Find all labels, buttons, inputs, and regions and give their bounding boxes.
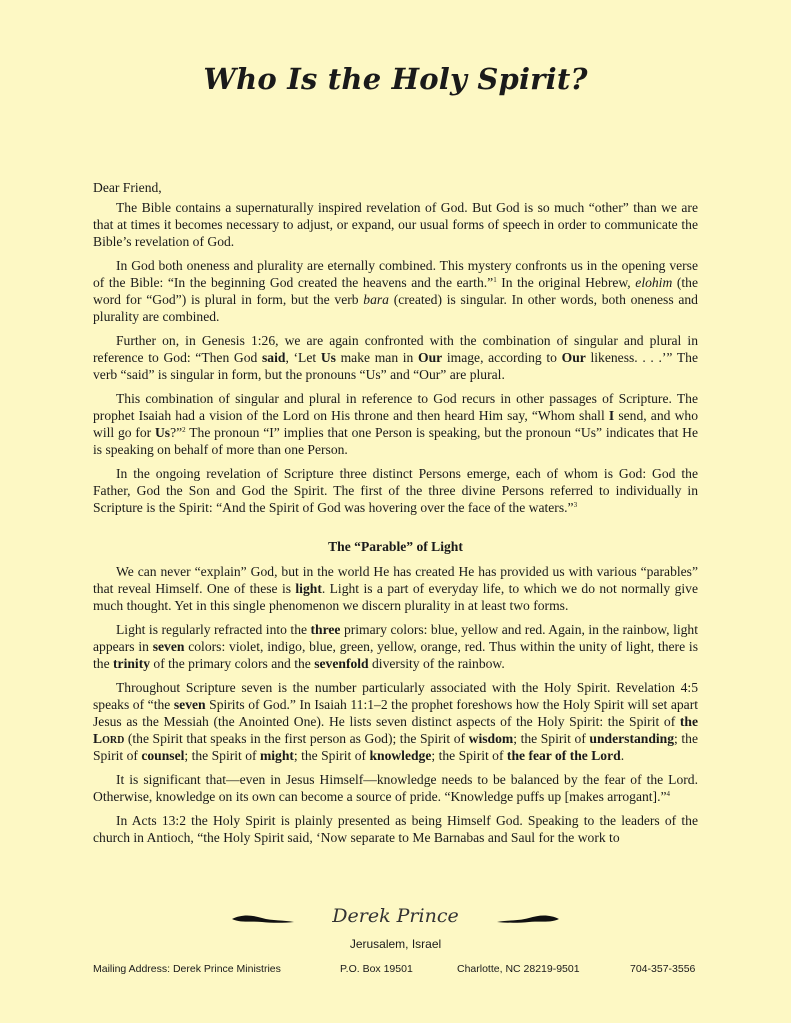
paragraph-4: This combination of singular and plural in reference to God recurs in other passages of Scripture. The prophet Isaiah had a vision of the Lord on His throne and then heard Him say, “Whom shall I send, and who will go for Us?”$^2$ The pronoun “I” implies that one Person is speaking, but the pronoun “Us” indicates that He is speaking on behalf of more than one Person. <box>93 391 698 457</box>
footnote-3: 3 <box>573 501 578 509</box>
paragraph-1: The Bible contains a supernaturally inspired revelation of God. But God is so much “other” than we are that at times it becomes necessary to adjust, or expand, our usual forms of speech in order to communicate the Bible’s revelation of God. <box>93 200 698 249</box>
phone-number: 704-357-3556 <box>630 963 696 975</box>
letter-body <box>93 179 698 853</box>
page-title: Who Is the Holy Spirit? <box>203 62 588 96</box>
location: Jerusalem, Israel <box>349 937 442 951</box>
paragraph-9: It is significant that—even in Jesus Himself—knowledge needs to be balanced by the fear of the Lord. Otherwise, knowledge on its own can become a source of pride. “Knowledge puffs up [makes arrogant].”$^4$ <box>93 772 698 804</box>
paragraph-6: We can never “explain” God, but in the world He has created He has provided us with various “parables” that reveal Himself. One of these is light. Light is a part of everyday life, to which we do not normally give much thought. Yet in this single phenomenon we discern plurality in at least two forms. <box>93 564 698 613</box>
mailing-address: Mailing Address: Derek Prince Ministries <box>93 963 281 975</box>
section-heading: The “Parable” of Light <box>328 539 463 554</box>
footnote-2: 2 <box>182 426 186 434</box>
paragraph-3: Further on, in Genesis 1:26, we are again confronted with the combination of singular and plural in reference to God: “Then God said, ‘Let Us make man in Our image, according to Our likeness. . . .’” The verb “said” is singular in form, but the pronouns “Us” and “Our” are plural. <box>93 333 698 382</box>
po-box: P.O. Box 19501 <box>340 963 413 975</box>
paragraph-10: In Acts 13:2 the Holy Spirit is plainly presented as being Himself God. Speaking to the leaders of the church in Antioch, “the Holy Spirit said, ‘Now separate to Me Barnabas and Saul for the work to <box>93 813 698 845</box>
paragraph-7: Light is regularly refracted into the three primary colors: blue, yellow and red. Again, in the rainbow, light appears in seven colors: violet, indigo, blue, green, yellow, orange, red. Thus within the unity of light, there is the trinity of the primary colors and the sevenfold diversity of the rainbow. <box>93 622 698 671</box>
city-zip: Charlotte, NC 28219-9501 <box>457 963 580 975</box>
footnote-4: 4 <box>666 790 671 798</box>
paragraph-2: In God both oneness and plurality are eternally combined. This mystery confronts us in the opening verse of the Bible: “In the beginning God created the heavens and the earth.”$^1$ In the original Hebrew, elohim (the word for “God”) is plural in form, but the verb bara (created) is singular. In other words, both oneness and plurality are combined. <box>93 258 698 324</box>
greeting: Dear Friend, <box>93 180 162 195</box>
signature: Derek Prince <box>332 905 459 927</box>
signature-block <box>0 905 791 951</box>
footnote-1: 1 <box>493 276 497 284</box>
paragraph-5: In the ongoing revelation of Scripture three distinct Persons emerge, each of whom is God: God the Father, God the Son and God the Spirit. The first of the three divine Persons referred to individually in Scripture is the Spirit: “And the Spirit of God was hovering over the face of the waters.”$^3$ <box>93 466 698 515</box>
paragraph-8: Throughout Scripture seven is the number particularly associated with the Holy Spirit. Revelation 4:5 speaks of “the seven Spirits of God.” In Isaiah 11:1–2 the prophet foreshows how the Holy Spirit will set apart Jesus as the Messiah (the Anointed One). He lists seven distinct aspects of the Holy Spirit: the Spirit of the Lord (the Spirit that speaks in the first person as God); the Spirit of wisdom; the Spirit of understanding; the Spirit of counsel; the Spirit of might; the Spirit of knowledge; the Spirit of the fear of the Lord. <box>93 680 698 763</box>
right-swash-ornament <box>497 913 559 925</box>
